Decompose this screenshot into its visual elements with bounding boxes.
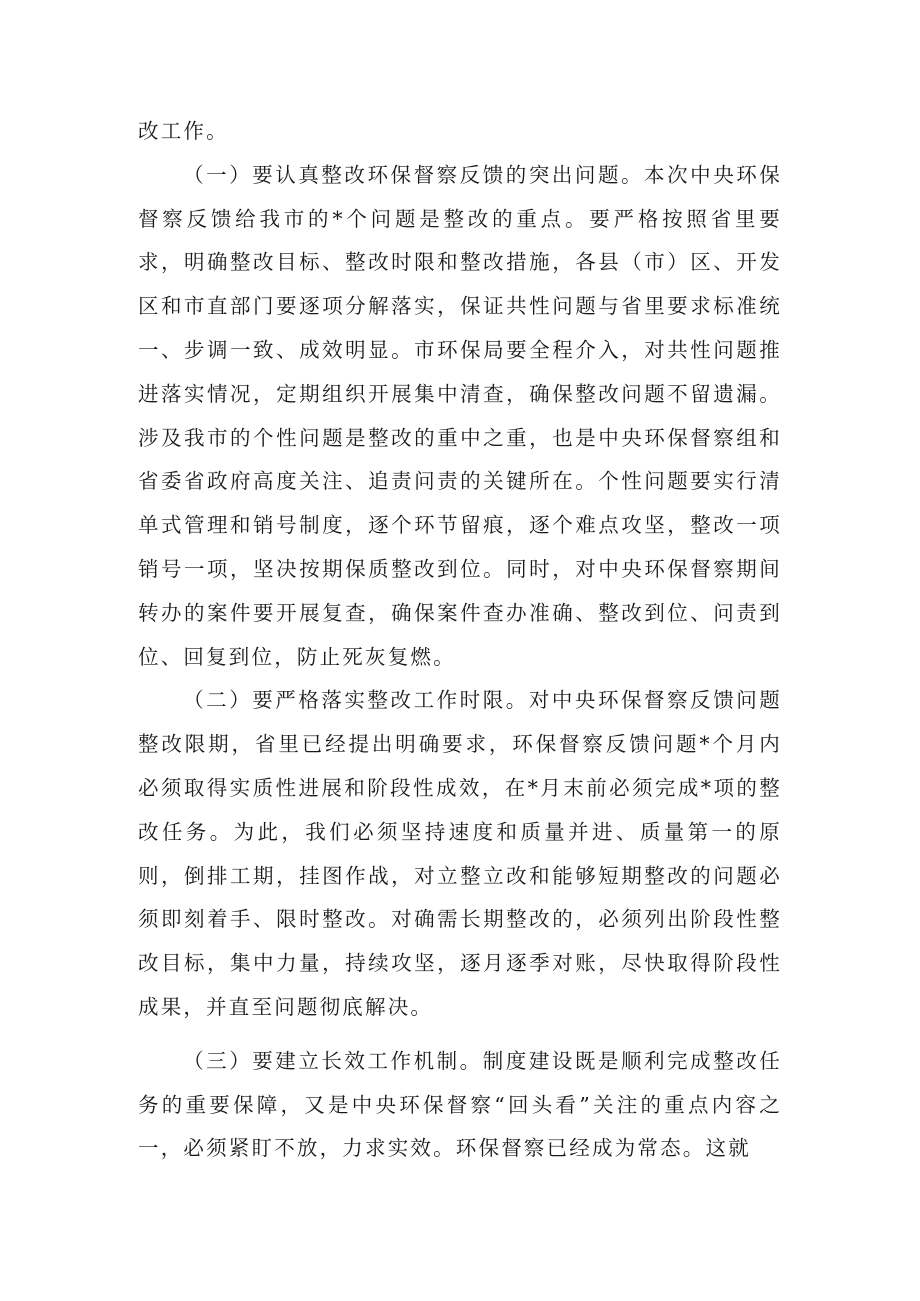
document-body — [138, 110, 782, 1171]
paragraph-section-3: （三）要建立长效工作机制。制度建设既是顺利完成整改任务的重要保障，又是中央环保督察“回头看”关注的重点内容之一，必须紧盯不放，力求实效。环保督察已经成为常态。这就 — [138, 1048, 782, 1161]
paragraph-section-2: （二）要严格落实整改工作时限。对中央环保督察反馈问题整改限期，省里已经提出明确要求，环保督察反馈问题*个月内必须取得实质性进展和阶段性成效，在*月末前必须完成*项的整改任务。为此，我们必须坚持速度和质量并进、质量第一的原则，倒排工期，挂图作战，对立整立改和能够短期整改的问题必须即刻着手、限时整改。对确需长期整改的，必须列出阶段性整改目标，集中力量，持续攻坚，逐月逐季对账，尽快取得阶段性成果，并直至问题彻底解决。 — [138, 688, 782, 1019]
paragraph-section-1: （一）要认真整改环保督察反馈的突出问题。本次中央环保督察反馈给我市的*个问题是整改的重点。要严格按照省里要求，明确整改目标、整改时限和整改措施，各县（市）区、开发区和市直部门要逐项分解落实，保证共性问题与省里要求标准统一、步调一致、成效明显。市环保局要全程介入，对共性问题推进落实情况，定期组织开展集中清查，确保整改问题不留遗漏。涉及我市的个性问题是整改的重中之重，也是中央环保督察组和省委省政府高度关注、追责问责的关键所在。个性问题要实行清单式管理和销号制度，逐个环节留痕，逐个难点攻坚，整改一项销号一项，坚决按期保质整改到位。同时，对中央环保督察期间转办的案件要开展复查，确保案件查办准确、整改到位、问责到位、回复到位，防止死灰复燃。 — [138, 162, 782, 669]
paragraph-continuation: 改工作。 — [138, 119, 229, 143]
